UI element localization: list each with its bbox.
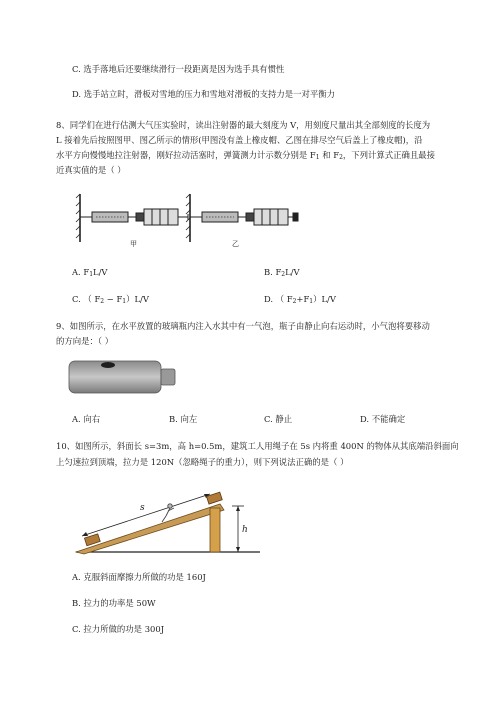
syringe-yi	[246, 209, 298, 225]
air-bubble	[101, 362, 115, 368]
label-s: s	[140, 503, 145, 513]
q10-option-a: A. 克服斜面摩擦力所做的功是 160J	[72, 572, 206, 582]
bottle-figure	[68, 357, 178, 397]
q9-stem-line-1: 9、如图所示，在水平放置的玻璃瓶内注入水其中有一气泡，瓶子由静止向右运动时，小气泡将要移动	[56, 321, 430, 331]
worker-figure	[162, 504, 174, 522]
q10-stem-line-1: 10、如图所示，斜面长 s=3m，高 h=0.5m，建筑工人用绳子在 5s 内将重 400N 的物体从其底端沿斜面向	[56, 441, 459, 451]
spring-scale-jia	[80, 212, 136, 222]
q8-stem-line-3: 水平方向慢慢地拉注射器，刚好拉动活塞时，弹簧测力计示数分别是 $F_1$ 和 $F_2$，下列计算式正确且最接	[56, 150, 436, 161]
q8-stem-line-2: L 接着先后按照图甲、图乙所示的情形(甲图没有盖上橡皮帽、乙图在排尽空气后盖上了橡皮帽)，沿	[56, 135, 423, 145]
syringe-jia	[136, 209, 188, 225]
q8-option-c: C. （ $F_2 - F_1)L/V$	[72, 294, 149, 305]
q10-stem-line-2: 上匀速拉到顶端，拉力是 120N（忽略绳子的重力），则下列说法正确的是（ ）	[56, 457, 349, 467]
incline-figure	[70, 480, 270, 556]
label-jia: 甲	[130, 240, 137, 248]
bottle-neck	[161, 369, 175, 385]
q7-option-d: D. 选手站立时，滑板对雪地的压力和雪地对滑板的支持力是一对平衡力	[72, 89, 335, 99]
q8-option-b: B. $F_2L/V$	[264, 267, 300, 278]
bottle-body	[69, 361, 161, 393]
syringe-figure	[70, 190, 300, 250]
support-post	[210, 508, 220, 552]
label-h: h	[242, 525, 248, 535]
incline-board	[76, 504, 224, 554]
q9-option-a: A. 向右	[72, 414, 101, 424]
q9-option-d: D. 不能确定	[360, 414, 406, 424]
box-top	[206, 492, 222, 504]
label-yi: 乙	[232, 240, 239, 248]
wall-jia	[76, 194, 80, 242]
q8-stem-line-4: 近真实值的是（ ）	[56, 165, 126, 175]
q7-option-c: C. 选手落地后还要继续滑行一段距离是因为选手具有惯性	[72, 64, 285, 74]
q10-option-c: C. 拉力所做的功是 300J	[72, 624, 165, 634]
q9-option-c: C. 静止	[264, 414, 293, 424]
q8-stem-line-1: 8、同学们在进行估测大气压实验时，读出注射器的最大刻度为 V，用刻度尺量出其全部刻度的长度为	[56, 120, 431, 130]
spring-scale-yi	[190, 212, 246, 222]
q8-option-a: A. $F_1L/V$	[72, 267, 108, 278]
q10-option-b: B. 拉力的功率是 50W	[72, 598, 156, 608]
q9-stem-line-2: 的方向是：（ ）	[56, 336, 114, 346]
q9-option-b: B. 向左	[169, 414, 198, 424]
q8-option-d: D. （ $F_2+F_1)L/V$	[264, 294, 336, 305]
